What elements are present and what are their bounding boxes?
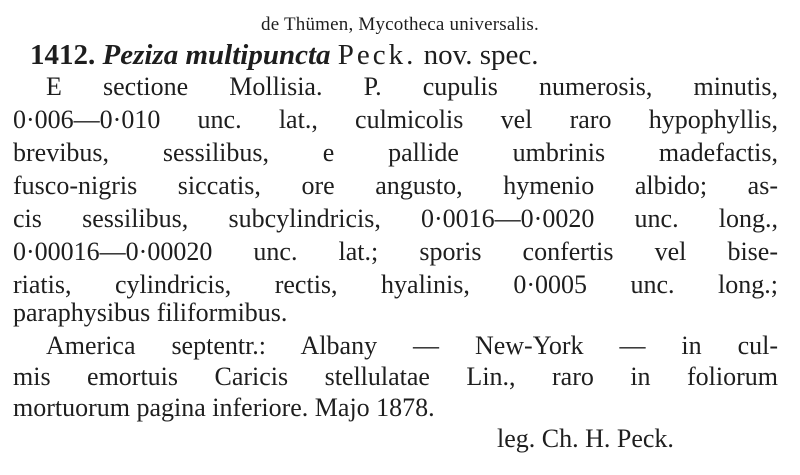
locality-line: mis emortuis Caricis stellulatae Lin., raro in foliorum	[13, 362, 778, 391]
locality-line: America septentr.: Albany — New-York — in cul-	[46, 331, 778, 360]
description-line: brevibus, sessilibus, e pallide umbrinis madefactis,	[13, 138, 778, 167]
description-line: riatis, cylindricis, rectis, hyalinis, 0·0005 unc. long.;	[13, 270, 778, 299]
taxon-author: Peck.	[337, 39, 417, 71]
description-line: 0·00016—0·00020 unc. lat.; sporis confertis vel bise-	[13, 237, 778, 266]
taxon-name: Peziza multipuncta	[102, 39, 331, 71]
entry-number: 1412.	[30, 39, 96, 71]
collector-signature: leg. Ch. H. Peck.	[497, 424, 674, 453]
description-line: paraphysibus filiformibus.	[13, 298, 288, 327]
entry-heading	[30, 38, 539, 72]
description-line: E sectione Mollisia. P. cupulis numerosis, minutis,	[46, 72, 778, 101]
description-line: cis sessilibus, subcylindricis, 0·0016—0·0020 unc. long.,	[13, 204, 778, 233]
running-title: de Thümen, Mycotheca universalis.	[261, 14, 539, 35]
description-line: fusco-nigris siccatis, ore angusto, hymenio albido; as-	[13, 171, 778, 200]
locality-line: mortuorum pagina inferiore. Majo 1878.	[13, 393, 435, 422]
taxon-status: nov. spec.	[423, 39, 539, 71]
description-line: 0·006—0·010 unc. lat., culmicolis vel raro hypophyllis,	[13, 105, 778, 134]
